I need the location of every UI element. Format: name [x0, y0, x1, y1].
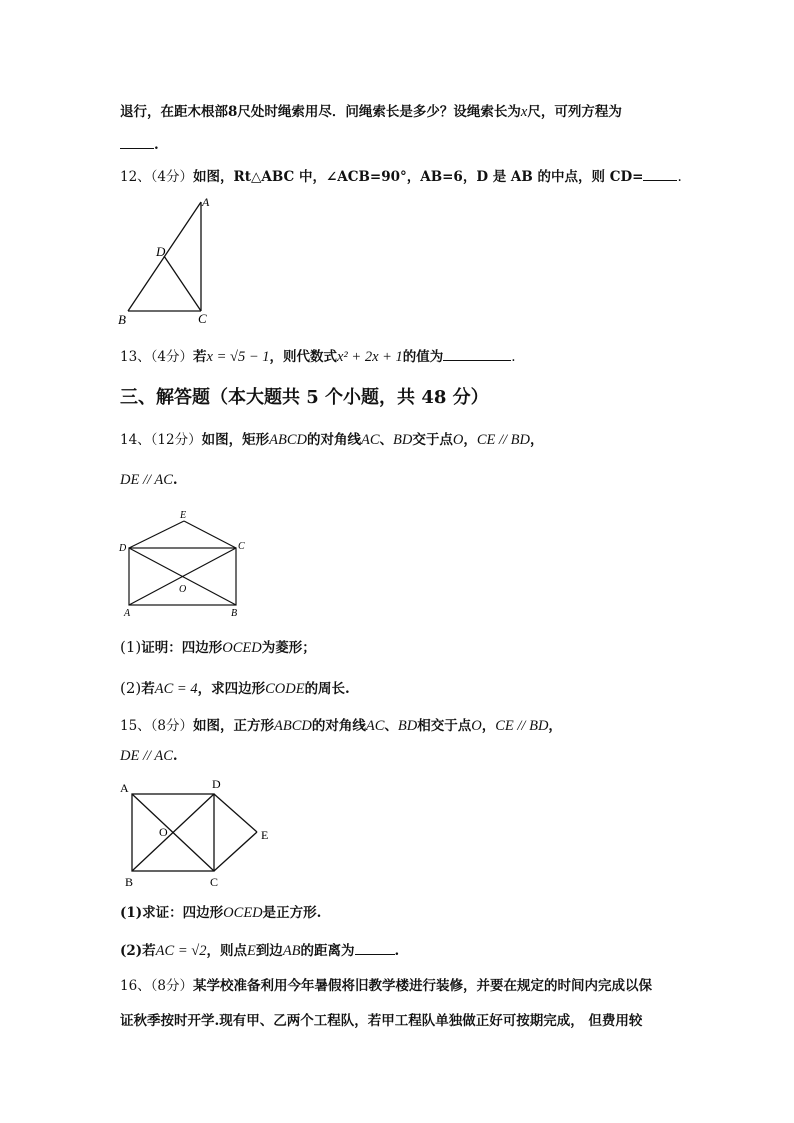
q14-p2-text-c: 的周长. [304, 681, 350, 697]
q16-text: 某学校准备利用今年暑假将旧教学楼进行装修，并要在规定的时间内完成以保 [193, 978, 653, 994]
q16-number: 16、（8分） [120, 978, 194, 994]
q13-mid: ，则代数式 [269, 349, 337, 365]
label-C: C [198, 311, 207, 326]
q14-text-e: ， [463, 432, 477, 448]
rope-problem-text: 退行，在距木根部8尺处时绳索用尽．问绳索长是多少？设绳索长为 [120, 104, 521, 120]
q15-bd: BD [397, 718, 418, 734]
question-15-part-1 [120, 903, 321, 923]
q14-p2-expr: AC = 4 [154, 681, 198, 697]
q14-p1-text-b: 为菱形； [261, 640, 316, 656]
question-14 [120, 430, 544, 450]
label-O: O [179, 584, 187, 595]
q15-text-c: 、 [384, 718, 398, 734]
q15-text-a: 如图，正方形 [193, 718, 275, 734]
label-A: A [120, 781, 129, 795]
q13-number: 13、（4分） [120, 349, 194, 365]
q13-expression: x = √5 − 1 [206, 349, 270, 365]
q15-text-f: ， [548, 718, 562, 734]
label-D: D [212, 777, 221, 791]
answer-blank[interactable] [120, 134, 154, 149]
q15-p2-text-b: ，则点 [206, 943, 247, 959]
q15-text-e: ， [481, 718, 496, 734]
q12-period: . [677, 169, 682, 185]
q15-p2-text-d: 的距离为 [300, 943, 355, 959]
q15-p2-expr: AC = √2 [155, 943, 207, 959]
q15-p2-e: E [246, 943, 256, 959]
var-x: x [520, 104, 528, 120]
label-B: B [118, 312, 126, 327]
q15-text-d: 相交于点 [417, 718, 472, 734]
question-13 [120, 346, 516, 367]
q14-p1-number: (1) [120, 638, 142, 656]
q13-period: . [511, 349, 516, 365]
label-O: O [159, 825, 168, 839]
question-14-part-1 [120, 637, 316, 658]
q14-text-b: 的对角线 [306, 432, 361, 448]
q15-p1-oced: OCED [223, 905, 263, 921]
q14-o: O [452, 432, 464, 448]
q12-number: 12、（4分） [120, 169, 194, 185]
q14-p1-oced: OCED [222, 640, 262, 656]
q14-ac: AC [360, 432, 380, 448]
q15-p2-text-c: 到边 [255, 943, 283, 959]
q13-blank[interactable] [443, 346, 511, 361]
q14-p2-code: CODE [265, 681, 305, 697]
question-12 [120, 166, 682, 187]
q15-o: O [471, 718, 482, 734]
label-C: C [238, 541, 245, 552]
q15-p1-text-b: 是正方形. [262, 905, 322, 921]
label-B: B [125, 875, 134, 889]
q15-p1-text-a: 求证：四边形 [142, 905, 224, 921]
question-16-cont [120, 1011, 642, 1031]
q15-p2-ab: AB [282, 943, 301, 959]
label-D: D [119, 543, 127, 554]
q12-text: 如图，Rt△ABC 中，∠ACB=90°，AB=6，D 是 AB 的中点，则 CD= [193, 169, 644, 185]
label-A: A [124, 608, 131, 619]
q14-period: . [172, 472, 178, 488]
q13-post: 的值为 [402, 349, 444, 365]
q15-ce: CE // BD [495, 718, 549, 734]
question-14-cont [120, 470, 178, 490]
question-15 [120, 716, 562, 736]
label-E: E [180, 510, 187, 521]
q15-p2-period: . [394, 943, 400, 959]
answer-blank-line [120, 134, 159, 155]
question-15-part-2 [120, 940, 399, 961]
q14-p2-text-a: 若 [141, 681, 155, 697]
q15-de: DE // AC [120, 748, 173, 764]
question-15-cont [120, 746, 178, 766]
q15-text-b: 的对角线 [311, 718, 366, 734]
q14-number: 14、（12分） [120, 432, 202, 448]
rope-problem-end: 尺，可列方程为 [527, 104, 622, 120]
figure-square [116, 776, 286, 896]
q13-expression-2: x² + 2x + 1 [337, 349, 403, 365]
q14-text-d: 交于点 [412, 432, 453, 448]
q14-p2-text-b: ，求四边形 [197, 681, 266, 697]
q15-p1-number: (1) [120, 905, 143, 921]
label-C: C [210, 875, 219, 889]
q14-p2-number: (2) [120, 679, 142, 697]
q14-ce: CE // BD [476, 432, 530, 448]
q14-text-c: 、 [379, 432, 393, 448]
label-A: A [202, 195, 210, 209]
question-16 [120, 976, 652, 996]
q15-period: . [172, 748, 178, 764]
question-14-part-2 [120, 678, 350, 699]
q14-de: DE // AC [120, 472, 173, 488]
q15-p2-text-a: 若 [142, 943, 156, 959]
q14-bd: BD [393, 432, 413, 448]
period: . [154, 137, 159, 153]
label-E: E [261, 828, 269, 842]
q16-text-line-2: 证秋季按时开学.现有甲、乙两个工程队，若甲工程队单独做正好可按期完成， 但费用较 [120, 1013, 643, 1029]
q15-number: 15、（8分） [120, 718, 194, 734]
q13-pre: 若 [193, 349, 207, 365]
q15-p2-number: (2) [120, 943, 143, 959]
q15-abcd: ABCD [274, 718, 312, 734]
q12-blank[interactable] [643, 166, 677, 181]
figure-rectangle [116, 508, 256, 618]
label-D: D [156, 244, 166, 259]
section-heading: 三、解答题（本大题共 5 个小题，共 48 分） [120, 387, 489, 408]
label-B: B [231, 608, 238, 619]
q14-p1-text-a: 证明：四边形 [141, 640, 223, 656]
figure-right-triangle [116, 192, 226, 327]
text-line-rope-problem [120, 102, 622, 122]
q15-blank[interactable] [355, 940, 395, 955]
q14-text-a: 如图，矩形 [201, 432, 270, 448]
q14-text-f: ， [530, 432, 544, 448]
q15-ac: AC [365, 718, 385, 734]
q14-abcd: ABCD [269, 432, 307, 448]
